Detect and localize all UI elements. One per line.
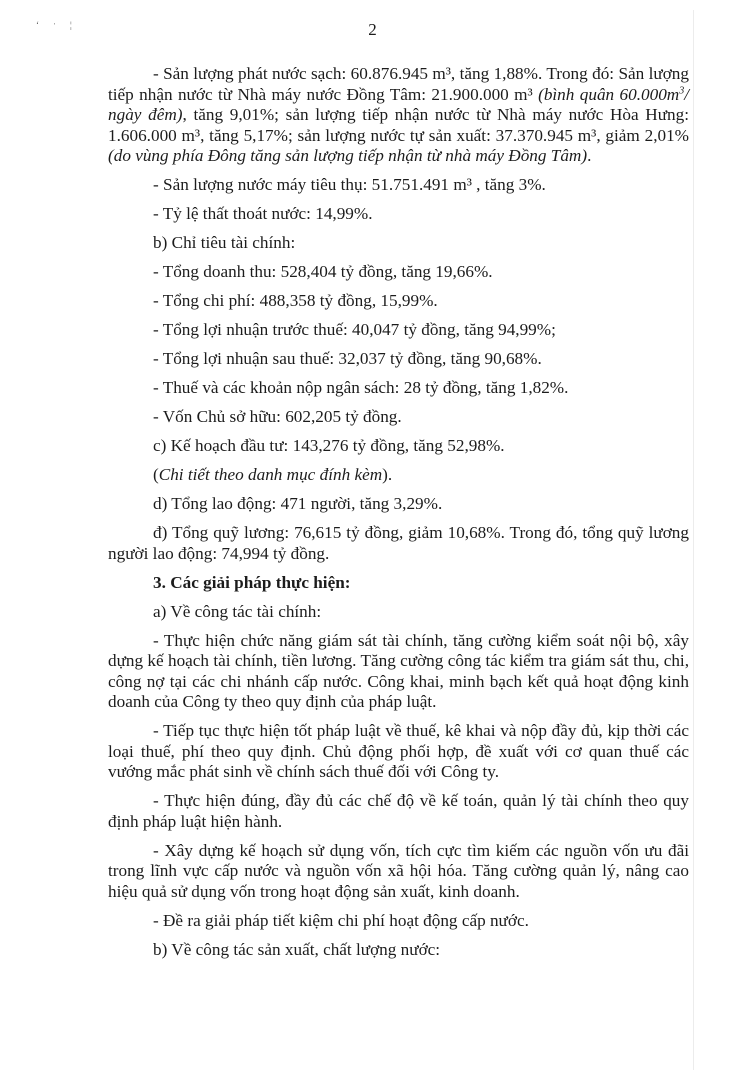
document-body: [108, 64, 689, 969]
subheading-financial-targets: b) Chỉ tiêu tài chính:: [153, 233, 296, 252]
paragraph-financial-supervision: - Thực hiện chức năng giám sát tài chính, tăng cường kiểm soát nội bộ, xây dựng kế hoạch tài chính, tiền lương. Tăng cường công tác kiểm tra giám sát thu, chi, công nợ tại các chi nhánh cấp nước. Công khai, minh bạch kết quả hoạt động kinh doanh của Công ty theo quy định của pháp luật.: [108, 630, 689, 711]
section-heading-solutions: 3. Các giải pháp thực hiện:: [153, 572, 351, 592]
paragraph-total-labor: d) Tổng lao động: 471 người, tăng 3,29%.: [153, 494, 443, 513]
scan-artifact-marks: ʻ ˑ ¦: [36, 20, 78, 30]
paragraph-capital-plan: - Xây dựng kế hoạch sử dụng vốn, tích cực tìm kiếm các nguồn vốn ưu đãi trong lĩnh vực cấp nước và nguồn vốn xã hội hóa. Tăng cường quản lý, nâng cao hiệu quả sử dụng vốn trong hoạt động sản xuất, kinh doanh.: [108, 840, 689, 901]
italic-note-dong-tam: (do vùng phía Đông tăng sản lượng tiếp nhận từ nhà máy Đồng Tâm): [108, 146, 588, 165]
page-edge-line: [693, 10, 694, 1070]
page-number: 2: [368, 20, 377, 39]
paragraph-clean-water-output: - Sản lượng phát nước sạch: 60.876.945 m³, tăng 1,88%. Trong đó: Sản lượng tiếp nhận nước từ Nhà máy nước Đồng Tâm: 21.900.000 m³ (bình quân $60.000m^3/$ ngày đêm), tăng 9,01%; sản lượng tiếp nhận nước từ Nhà máy nước Hòa Hưng: 1.606.000 m³, tăng 5,17%; sản lượng nước tự sản xuất: 37.370.945 m³, giảm 2,01% (do vùng phía Đông tăng sản lượng tiếp nhận từ nhà máy Đồng Tâm).: [108, 64, 689, 165]
paragraph-water-consumed: - Sản lượng nước máy tiêu thụ: 51.751.491 m³ , tăng 3%.: [153, 175, 546, 194]
paragraph-tax-budget: - Thuế và các khoản nộp ngân sách: 28 tỷ đồng, tăng 1,82%.: [153, 378, 569, 397]
paragraph-accounting-regime: - Thực hiện đúng, đầy đủ các chế độ về kế toán, quản lý tài chính theo quy định pháp luật hiện hành.: [108, 791, 689, 831]
paragraph-total-cost: - Tổng chi phí: 488,358 tỷ đồng, 15,99%.: [153, 291, 438, 310]
paragraph-owner-equity: - Vốn Chủ sở hữu: 602,205 tỷ đồng.: [153, 407, 402, 426]
paragraph-attachment-note: (Chi tiết theo danh mục đính kèm).: [153, 465, 393, 484]
paragraph-investment-plan: c) Kế hoạch đầu tư: 143,276 tỷ đồng, tăng 52,98%.: [153, 436, 505, 455]
paragraph-profit-after-tax: - Tổng lợi nhuận sau thuế: 32,037 tỷ đồng, tăng 90,68%.: [153, 349, 542, 368]
paragraph-cost-saving: - Đề ra giải pháp tiết kiệm chi phí hoạt động cấp nước.: [153, 910, 529, 930]
paragraph-water-loss-rate: - Tỷ lệ thất thoát nước: 14,99%.: [153, 204, 373, 223]
subheading-production-quality: b) Về công tác sản xuất, chất lượng nước:: [153, 939, 441, 959]
italic-daily-average: (bình quân $60.000m^3/$ ngày đêm): [108, 84, 689, 124]
subheading-financial-work: a) Về công tác tài chính:: [153, 601, 322, 621]
paragraph-salary-fund: đ) Tổng quỹ lương: 76,615 tỷ đồng, giảm 10,68%. Trong đó, tổng quỹ lương người lao động: 74,994 tỷ đồng.: [108, 523, 689, 563]
paragraph-profit-before-tax: - Tổng lợi nhuận trước thuế: 40,047 tỷ đồng, tăng 94,99%;: [153, 320, 556, 339]
paragraph-tax-compliance: - Tiếp tục thực hiện tốt pháp luật về thuế, kê khai và nộp đầy đủ, kịp thời các loại thuế, phí theo quy định. Chủ động phối hợp, đề xuất với cơ quan thuế các vướng mắc phát sinh về chính sách thuế đối với Công ty.: [108, 721, 689, 781]
paragraph-total-revenue: - Tổng doanh thu: 528,404 tỷ đồng, tăng 19,66%.: [153, 262, 493, 281]
